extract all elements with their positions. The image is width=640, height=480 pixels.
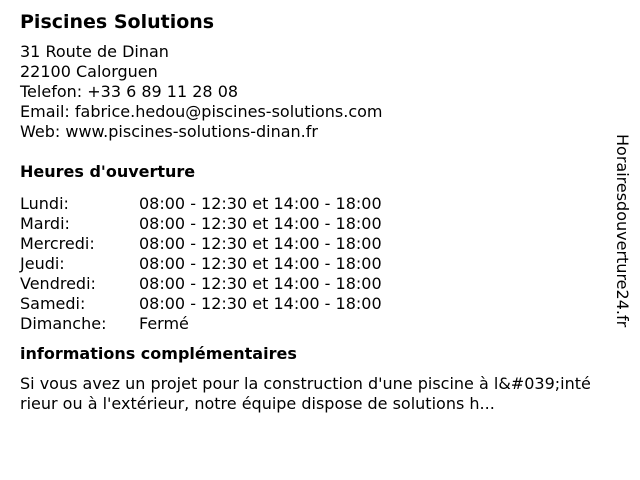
email-label: Email:	[20, 102, 70, 121]
email-line	[20, 102, 610, 122]
day-hours: Fermé	[139, 314, 189, 333]
hours-heading: Heures d'ouverture	[20, 162, 196, 181]
day-label: Dimanche:	[20, 314, 107, 333]
day-hours: 08:00 - 12:30 et 14:00 - 18:00	[139, 234, 382, 253]
street-address: 31 Route de Dinan	[20, 42, 169, 61]
day-label: Jeudi:	[20, 254, 65, 273]
hours-row	[20, 234, 610, 254]
phone-label: Telefon:	[20, 82, 83, 101]
day-label: Vendredi:	[20, 274, 96, 293]
day-label: Samedi:	[20, 294, 86, 313]
day-hours: 08:00 - 12:30 et 14:00 - 18:00	[139, 254, 382, 273]
day-hours: 08:00 - 12:30 et 14:00 - 18:00	[139, 194, 382, 213]
info-heading: informations complémentaires	[20, 344, 297, 363]
hours-row	[20, 274, 610, 294]
hours-row	[20, 254, 610, 274]
day-hours: 08:00 - 12:30 et 14:00 - 18:00	[139, 214, 382, 233]
hours-row	[20, 214, 610, 234]
business-name: Piscines Solutions	[20, 11, 215, 33]
business-card	[20, 10, 610, 414]
watermark-text: Horairesdouverture24.fr	[613, 134, 632, 328]
day-label: Lundi:	[20, 194, 69, 213]
hours-table	[20, 194, 610, 334]
contact-block	[20, 42, 610, 142]
web-line	[20, 122, 610, 142]
phone-link[interactable]: +33 6 89 11 28 08	[87, 82, 239, 101]
web-label: Web:	[20, 122, 61, 141]
day-label: Mercredi:	[20, 234, 95, 253]
city-address: 22100 Calorguen	[20, 62, 158, 81]
day-hours: 08:00 - 12:30 et 14:00 - 18:00	[139, 274, 382, 293]
info-description: Si vous avez un projet pour la construction d'une piscine à l&#039;intérieur ou à l'extérieur, notre équipe dispose de solutions h...	[20, 374, 591, 413]
email-link[interactable]: fabrice.hedou@piscines-solutions.com	[74, 102, 383, 121]
day-hours: 08:00 - 12:30 et 14:00 - 18:00	[139, 294, 382, 313]
hours-row	[20, 314, 610, 334]
phone-line	[20, 82, 610, 102]
hours-row	[20, 194, 610, 214]
hours-row	[20, 294, 610, 314]
website-link[interactable]: www.piscines-solutions-dinan.fr	[65, 122, 318, 141]
day-label: Mardi:	[20, 214, 70, 233]
